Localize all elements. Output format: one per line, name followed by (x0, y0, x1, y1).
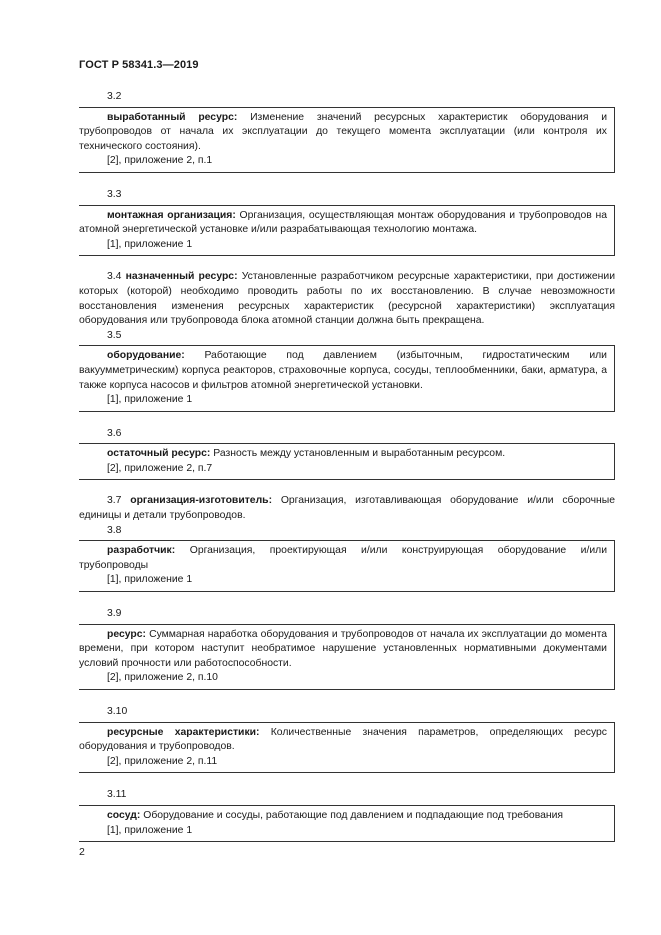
term-source: [2], приложение 2, п.10 (107, 672, 218, 684)
term-box (79, 540, 615, 592)
term-name: оборудование: (107, 350, 185, 362)
term-name: остаточный ресурс: (107, 448, 211, 460)
term-definition: разработчик: Организация, проектирующая и/или конструирующая оборудование и/или трубопроводы (79, 545, 608, 571)
term-box (79, 443, 615, 480)
document-code: ГОСТ Р 58341.3—2019 (79, 59, 199, 71)
term-source: [2], приложение 2, п.1 (107, 155, 213, 167)
term-entry (79, 427, 615, 481)
term-definition: 3.4 назначенный ресурс: Установленные разработчиком ресурсные характеристики, при достижении которых (которой) необходимо проводить работы по их восстановлению. В случае невозможности восстановления изменения ресурсных характеристик (ресурсной характеристики) эксплуатация оборудования или трубопровода блока атомной станции должна быть прекращена. (79, 271, 616, 327)
terms-list (79, 90, 615, 842)
term-source: [1], приложение 1 (107, 824, 193, 836)
term-number: 3.2 (107, 91, 122, 102)
term-name: монтажная организация: (107, 209, 236, 221)
term-name: ресурсные характеристики: (107, 726, 260, 738)
term-box (79, 107, 615, 173)
term-definition: остаточный ресурс: Разность между установленным и выработанным ресурсом. (107, 448, 506, 460)
term-name: организация-изготовитель: (130, 495, 273, 507)
term-entry (79, 607, 615, 690)
term-entry-plain (79, 270, 615, 328)
term-number: 3.10 (107, 706, 128, 717)
term-name: выработанный ресурс: (107, 111, 238, 123)
term-number: 3.3 (107, 188, 122, 200)
term-definition: 3.7 организация-изготовитель: Организация, изготавливающая оборудование и/или сборочные единицы и детали трубопроводов. (79, 495, 616, 522)
term-number: 3.4 (107, 271, 122, 283)
term-name: ресурс: (107, 628, 146, 640)
term-definition: ресурсные характеристики: Количественные значения параметров, определяющих ресурс оборудования и трубопроводов. (79, 726, 607, 753)
term-number: 3.7 (107, 495, 122, 507)
term-box (79, 345, 615, 411)
term-number: 3.11 (107, 789, 127, 801)
term-entry (79, 329, 615, 412)
term-box (79, 722, 615, 774)
term-definition: оборудование: Работающие под давлением (избыточным, гидростатическим или вакуумметрическим) корпуса реакторов, страховочные корпуса, сосуды, теплообменники, баки, арматура, а также корпуса насосов и фильтров атомной энергетической установки. (79, 350, 607, 391)
term-entry (79, 188, 615, 256)
term-entry (79, 524, 615, 592)
term-number: 3.5 (107, 329, 122, 341)
term-box (79, 805, 615, 842)
term-name: назначенный ресурс: (125, 271, 238, 283)
term-source: [1], приложение 1 (107, 238, 193, 250)
term-box (79, 624, 615, 690)
term-definition: сосуд: Оборудование и сосуды, работающие под давлением и подпадающие под требования (107, 809, 564, 821)
term-source: [1], приложение 1 (107, 394, 193, 406)
term-number: 3.6 (107, 427, 122, 439)
term-entry (79, 788, 615, 842)
term-definition: выработанный ресурс: Изменение значений ресурсных характеристик оборудования и трубопроводов от начала их эксплуатации до текущего момента эксплуатации (или контроля их технического состояния). (79, 111, 607, 152)
term-number: 3.8 (107, 524, 122, 536)
term-box (79, 205, 615, 257)
term-entry (79, 705, 615, 773)
term-entry-plain (79, 494, 615, 523)
term-definition: ресурс: Суммарная наработка оборудования и трубопроводов от начала их эксплуатации до момента времени, при котором наступит необратимое нарушение установленных нормативными документами условий прочности или работоспособности. (79, 628, 607, 669)
term-source: [2], приложение 2, п.11 (107, 755, 218, 767)
term-source: [2], приложение 2, п.7 (107, 462, 213, 474)
term-name: разработчик: (107, 545, 176, 557)
term-entry (79, 90, 615, 173)
term-name: сосуд: (107, 809, 141, 821)
term-definition: монтажная организация: Организация, осуществляющая монтаж оборудования и трубопроводов на атомной энергетической установке и/или разрабатывающая технологию монтажа. (79, 209, 607, 236)
term-source: [1], приложение 1 (107, 574, 193, 586)
term-number: 3.9 (107, 608, 122, 620)
page-number: 2 (79, 846, 85, 858)
